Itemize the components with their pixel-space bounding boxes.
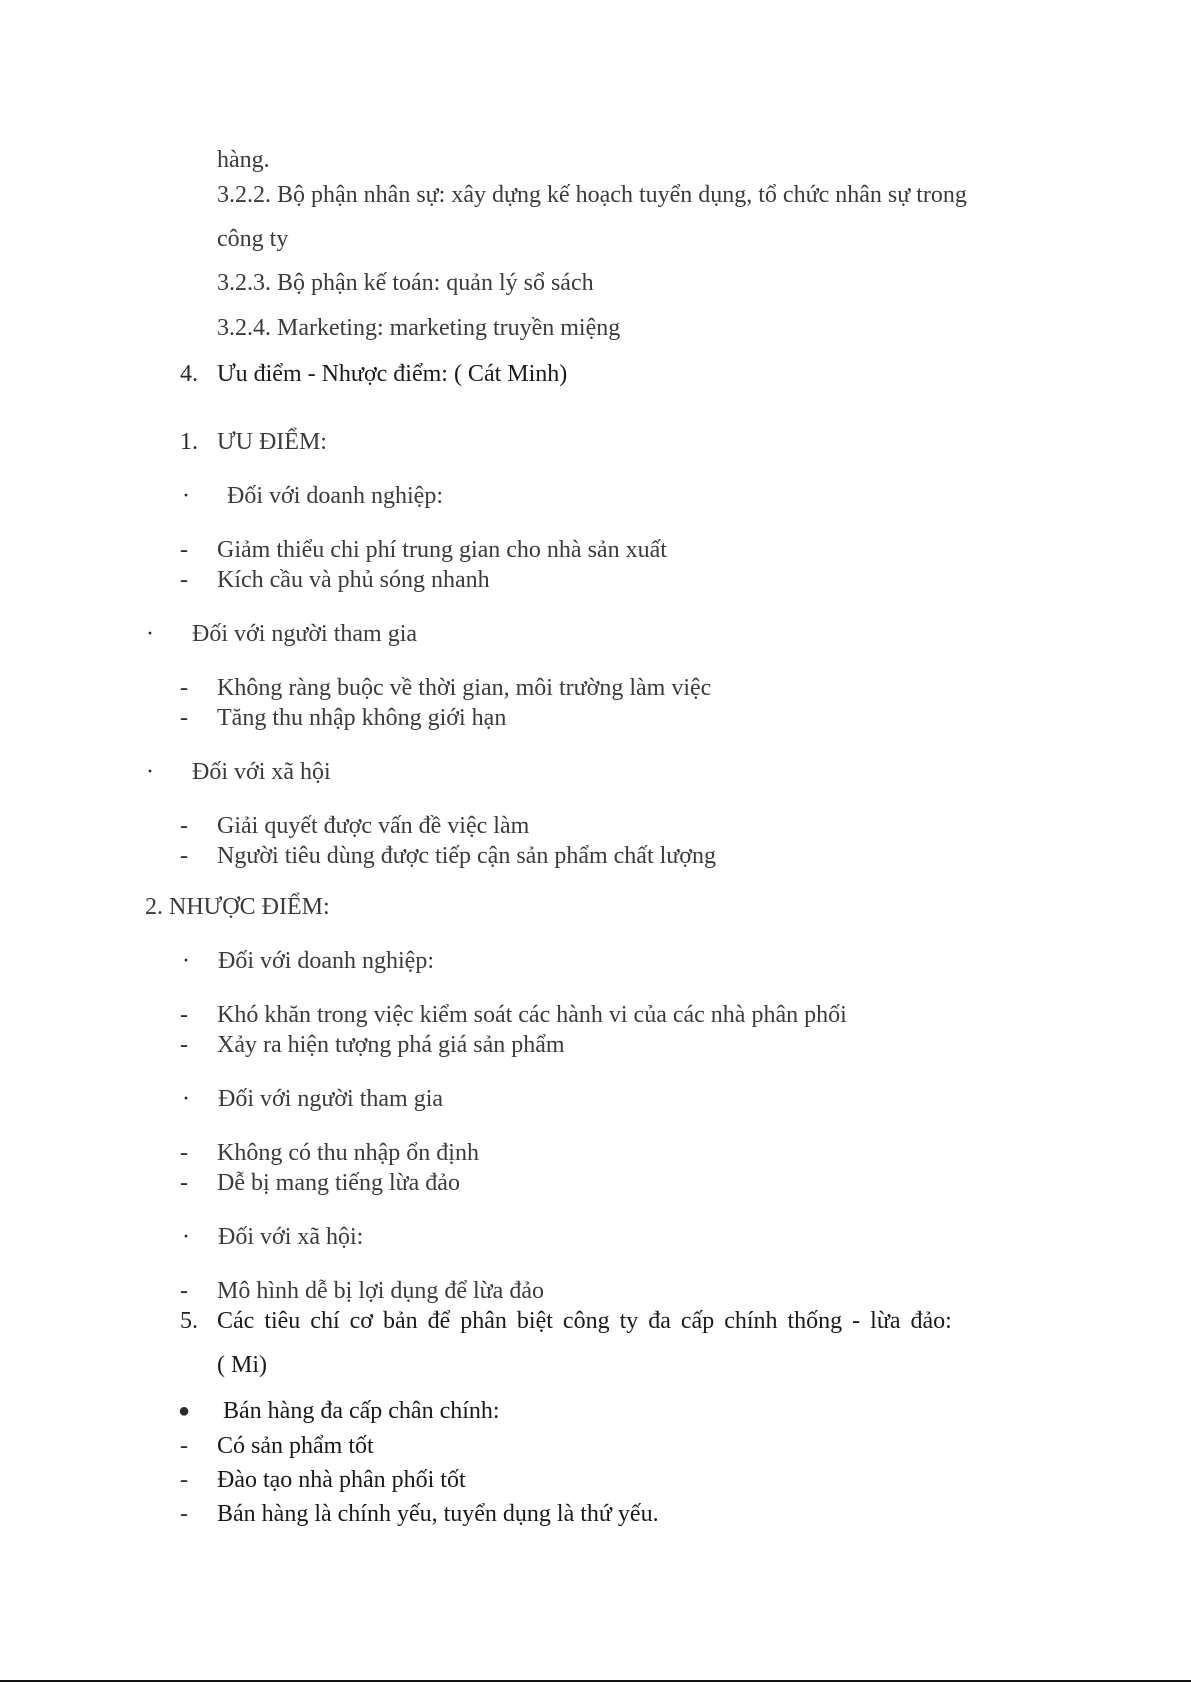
page-bottom-rule: [0, 1680, 1191, 1682]
dash-marker: -: [180, 1278, 188, 1304]
bullet-marker: ·: [146, 759, 154, 785]
bullet-marker: ·: [182, 1086, 190, 1112]
dash-marker: -: [180, 1032, 188, 1058]
list-item: Giảm thiểu chi phí trung gian cho nhà sản xuất: [217, 537, 667, 563]
list-item: Tăng thu nhập không giới hạn: [217, 705, 507, 731]
bullet-marker: ·: [146, 621, 154, 647]
list-item: Bán hàng là chính yếu, tuyển dụng là thứ yếu.: [217, 1501, 659, 1527]
group-heading: Đối với doanh nghiệp:: [227, 483, 443, 509]
dash-marker: -: [180, 537, 188, 563]
dash-marker: -: [180, 675, 188, 701]
list-item: Người tiêu dùng được tiếp cận sản phẩm chất lượng: [217, 843, 716, 869]
subsection-title: ƯU ĐIỂM:: [217, 429, 327, 455]
group-heading: Đối với người tham gia: [192, 621, 418, 647]
text-line: 3.2.2. Bộ phận nhân sự: xây dựng kế hoạch tuyển dụng, tổ chức nhân sự trong: [217, 182, 967, 208]
section-heading: Ưu điểm - Nhược điểm: ( Cát Minh): [217, 361, 568, 387]
list-number: 1.: [180, 429, 198, 455]
list-item: Có sản phẩm tốt: [217, 1433, 374, 1459]
bullet-marker: ·: [182, 483, 190, 509]
list-item: Mô hình dễ bị lợi dụng để lừa đảo: [217, 1278, 544, 1304]
dash-marker: -: [180, 1002, 188, 1028]
text-line: hàng.: [217, 147, 270, 173]
dash-marker: -: [180, 567, 188, 593]
dash-marker: -: [180, 705, 188, 731]
group-heading: Bán hàng đa cấp chân chính:: [223, 1398, 500, 1424]
list-item: Đào tạo nhà phân phối tốt: [217, 1467, 466, 1493]
list-item: Giải quyết được vấn đề việc làm: [217, 813, 530, 839]
list-number: 5.: [180, 1308, 198, 1334]
dash-marker: -: [180, 843, 188, 869]
dash-marker: -: [180, 1467, 188, 1493]
section-heading-cont: ( Mi): [217, 1352, 267, 1378]
text-line: công ty: [217, 226, 289, 252]
list-item: Xảy ra hiện tượng phá giá sản phẩm: [217, 1032, 565, 1058]
group-heading: Đối với xã hội: [192, 759, 331, 785]
bullet-dot-icon: ●: [178, 1400, 191, 1422]
bullet-marker: ·: [182, 1224, 190, 1250]
dash-marker: -: [180, 1170, 188, 1196]
dash-marker: -: [180, 1501, 188, 1527]
subsection-title: 2. NHƯỢC ĐIỂM:: [145, 894, 330, 920]
list-item: Kích cầu và phủ sóng nhanh: [217, 567, 490, 593]
list-item: Dễ bị mang tiếng lừa đảo: [217, 1170, 460, 1196]
dash-marker: -: [180, 813, 188, 839]
group-heading: Đối với xã hội:: [218, 1224, 364, 1250]
list-item: Khó khăn trong việc kiểm soát các hành vi của các nhà phân phối: [217, 1002, 847, 1028]
list-item: Không ràng buộc về thời gian, môi trường làm việc: [217, 675, 712, 701]
bullet-marker: ·: [182, 948, 190, 974]
group-heading: Đối với người tham gia: [218, 1086, 444, 1112]
dash-marker: -: [180, 1140, 188, 1166]
list-number: 4.: [180, 361, 198, 387]
group-heading: Đối với doanh nghiệp:: [218, 948, 434, 974]
dash-marker: -: [180, 1433, 188, 1459]
text-line: 3.2.3. Bộ phận kế toán: quản lý sổ sách: [217, 270, 594, 296]
section-heading: Các tiêu chí cơ bản để phân biệt công ty đa cấp chính thống - lừa đảo:: [217, 1308, 952, 1334]
list-item: Không có thu nhập ổn định: [217, 1140, 479, 1166]
text-line: 3.2.4. Marketing: marketing truyền miệng: [217, 315, 621, 341]
